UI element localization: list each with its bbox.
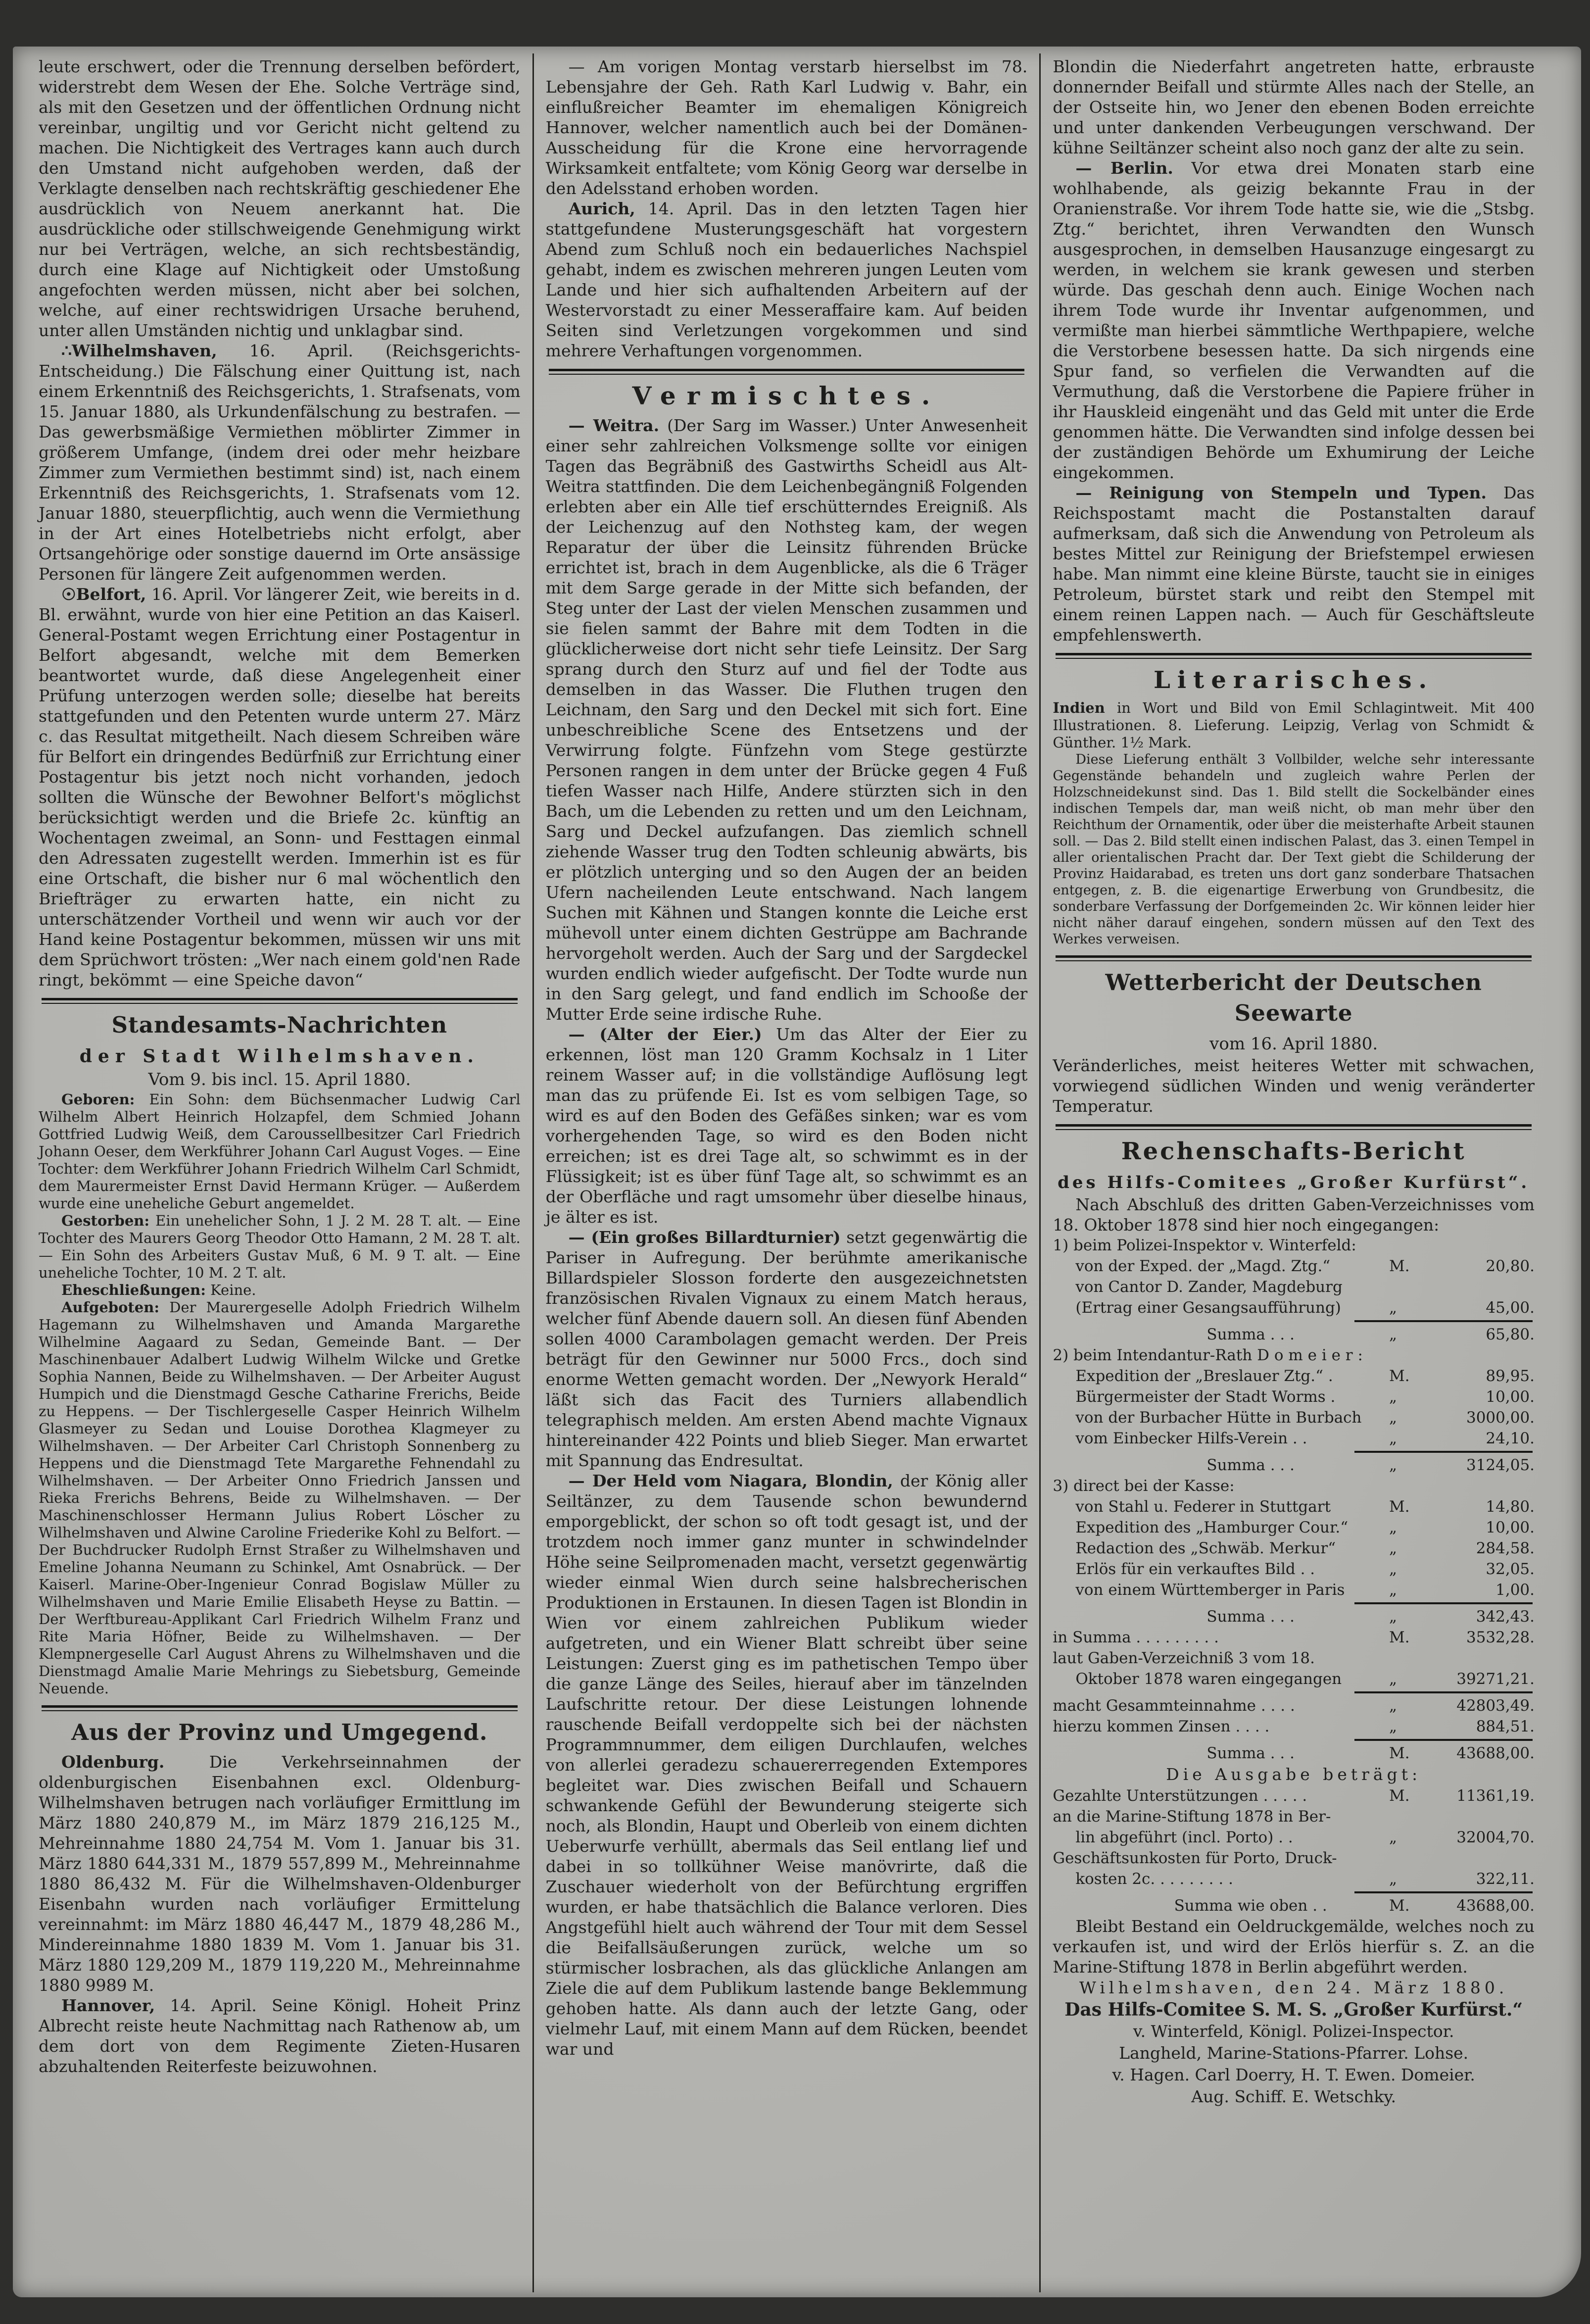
row-currency: „ — [1389, 1670, 1397, 1688]
paragraph-lead: Belfort, — [76, 585, 146, 604]
paragraph-text: der König aller Seiltänzer, zu dem Tausende schon bewundernd emporgeblickt, der schon so oft todt gesagt ist, und der trotzdem noch immer ganz munter in schwindelnder Höhe seine Seilpromenaden macht, versetzt gegenwärtig wieder einmal Wien durch seine halsbrecherischen Produktionen in Erstaunen. In diesen Tagen ist Blondin in Wien vor einem zahlreichen Publikum wieder aufgetreten, und ein Wiener Blatt schreibt über seine Leistungen: Zuerst ging es im pathetischen Tempo über die ganze Länge des Seiles, hierauf aber im tänzelnden Laufschritte retour. Der diese Leistungen lohnende rauschende Beifall verdoppelte sich bei der nächsten Programmnummer, dem eiligen Durchlaufen, welches von allerlei geradezu schauererregenden Extempores begleitet war. Dies zwischen Beifall und Schauern schwankende Gefühl der Bewunderung steigerte sich noch, als Blondin, Haupt und Oberleib von einem dichten Ueberwurfe verhüllt, abermals das Seil entlang lief und dabei in so tollkühner Weise manövrirte, daß die Zuschauer wiederholt von der Befürchtung ergriffen wurden, er habe thatsächlich die Balance verloren. Dies Angstgefühl hielt auch während der Tour mit dem Sessel die Beifallsäußerungen zurück, welche um so stürmischer losbrachen, als das glückliche Anlangen am Ziele die auf dem Publikum lastende bange Beklemmung gehoben hatte. Als dann auch der letzte Gang, oder vielmehr Lauf, mit einem Mann auf dem Rücken, beendet war und — [545, 1471, 1028, 2059]
paragraph-text: setzt gegenwärtig die Pariser in Aufregung. Der berühmte amerikanische Billardspieler Slosson forderte den ausgezeichnetsten französischen Rivalen Vignaux zu einem Match heraus, welcher fünf Abende dauern soll. An diesen fünf Abenden sollen 4000 Carambolagen gemacht werden. Der Preis beträgt für den Gewinner nur 5000 Frcs., doch sind enorme Wetten gemacht worden. Der „Newyork Herald“ läßt sich das Facit des Turniers allabendlich telegraphisch melden. Am ersten Abend machte Vignaux hintereinander 422 Points und blieb Sieger. Man erwartet mit Spannung das Endresultat. — [545, 1228, 1028, 1470]
section-rule — [1056, 653, 1532, 659]
row-currency: „ — [1389, 1519, 1397, 1536]
paragraph — [39, 1212, 521, 1282]
row-amount: 65,80. — [1486, 1326, 1535, 1343]
money-row — [1053, 1606, 1535, 1627]
row-label: von Stahl u. Federer in Stuttgart — [1075, 1498, 1331, 1516]
row-label: an die Marine-Stiftung 1878 in Ber- — [1053, 1808, 1331, 1826]
paragraph — [39, 584, 521, 990]
row-currency: M. — [1389, 1367, 1410, 1385]
row-label: Expedition der „Breslauer Ztg.“ . — [1075, 1367, 1333, 1385]
paragraph — [1053, 483, 1535, 645]
money-row — [1053, 1785, 1535, 1806]
paragraph — [39, 56, 521, 341]
money-row — [1053, 1517, 1535, 1538]
paragraph-text: — Am vorigen Montag verstarb hierselbst im 78. Lebensjahre der Geh. Rath Karl Ludwig v. Bahr, ein einflußreicher Beamter im ehemaligen Königreich Hannover, welcher namentlich auch bei der Domänen-Ausscheidung für die Krone eine hervorragende Wirksamkeit entfaltete; vom König Georg war derselbe in den Adelsstand erhoben worden. — [545, 57, 1028, 198]
row-label: Redaction des „Schwäb. Merkur“ — [1075, 1539, 1336, 1557]
row-label: Bürgermeister der Stadt Worms . — [1075, 1388, 1336, 1406]
money-row — [1053, 1716, 1535, 1737]
paragraph — [39, 1282, 521, 1299]
sum-rule — [1354, 1451, 1533, 1453]
center-line: Langheld, Marine-Stations-Pfarrer. Lohse. — [1119, 2043, 1469, 2063]
row-amount: 10,00. — [1486, 1519, 1535, 1536]
row-amount: 42803,49. — [1456, 1697, 1535, 1715]
row-currency: „ — [1389, 1388, 1397, 1406]
paragraph-lead: — Berlin. — [1075, 158, 1173, 178]
money-row — [1053, 1256, 1535, 1277]
paragraph — [1053, 1194, 1535, 1235]
paragraph-text: 16. April. (Reichsgerichts-Entscheidung.) Die Fälschung einer Quittung ist, nach einem Erkenntniß des Reichsgerichts, 1. Strafsenats, vom 15. Januar 1880, als Urkundenfälschung zu bestrafen. — Das gewerbsmäßige Vermiethen möblirter Zimmer in größerem Umfange, (indem drei oder mehr heizbare Zimmer zum Vermiethen bestimmt sind) ist, nach einem Erkenntniß des Reichsgerichts, 1. Strafsenats vom 12. Januar 1880, steuerpflichtig, auch wenn die Vermiethung in der Art eines Hotelbetriebs nicht erfolgt, aber Ortsangehörige oder sonstige dauernd im Orte ansässige Personen für längere Zeit aufgenommen werden. — [39, 341, 521, 584]
paragraph-text: 14. April. Seine Königl. Hoheit Prinz Albrecht reiste heute Nachmittag nach Rathenow ab, um dem dort von dem Regimente Zieten-Husaren abzuhaltenden Reiterfeste beizuwohnen. — [39, 1996, 521, 2076]
row-label: macht Gesammteinnahme . . . . — [1053, 1697, 1295, 1715]
row-currency: M. — [1389, 1787, 1410, 1805]
paragraph-text: Der Maurergeselle Adolph Friedrich Wilhelm Hagemann zu Wilhelmshaven und Amanda Margarethe Wilhelmine Aagaard zu Sedan, Gemeinde Bant. — Der Maschinenbauer Adalbert Ludwig Wilhelm Wilcke und Gretke Sophia Nannen, Beide zu Wilhelmshaven. — Der Arbeiter August Humpich und die Dienstmagd Gesche Catharine Frerichs, Beide zu Heppens. — Der Tischlergeselle Casper Heinrich Wilhelm Glasmeyer zu Sedan und Louise Dorothea Klagmeyer zu Wilhelmshaven. — Der Arbeiter Carl Christoph Sonnenberg zu Heppens und die Dienstmagd Tete Margarethe Fehnendahl zu Wilhelmshaven. — Der Arbeiter Onno Friedrich Janssen und Rieka Frerichs Behrens, Beide zu Wilhelmshaven. — Der Maschinenschlosser Hermann Julius Robert Löscher zu Wilhelmshaven und Alwine Caroline Friederike Kohl zu Belfort. — Der Buchdrucker Rudolph Ernst Straßer zu Wilhelmshaven und Emeline Johanna Neumann zu Schinkel, Amt Osnabrück. — Der Kaiserl. Marine-Ober-Ingenieur Conrad Bogislaw Müller zu Wilhelmshaven und Marie Emilie Elisabeth Heyse zu Battin. — Der Werftbureau-Applikant Carl Friedrich Wilhelm Franz und Rite Maria Höfner, Beide zu Wilhelmshaven. — Der Klempnergeselle Carl August Ahrens zu Wilhelmshaven und die Dienstmagd Amalie Marie Mehrings zu Siebetsburg, Gemeinde Neuende. — [39, 1299, 521, 1697]
correspondent-mark: ∴ — [61, 341, 72, 360]
paragraph — [1053, 751, 1535, 947]
paragraph-text: Ein Sohn: dem Büchsenmacher Ludwig Carl Wilhelm Albert Heinrich Holzapfel, dem Schmied Johann Gottfried Ludwig Weiß, dem Caroussellbesitzer Carl Friedrich Johann Oeser, dem Werkführer Johann Carl August Voges. — Eine Tochter: dem Werkführer Johann Friedrich Wilhelm Carl Schmidt, dem Maurermeister Ernst David Hermann Krüger. — Außerdem wurde eine uneheliche Geburt angemeldet. — [39, 1091, 521, 1212]
paragraph — [546, 56, 1028, 198]
money-row — [1053, 1297, 1535, 1318]
money-row — [1053, 1345, 1535, 1366]
paragraph — [546, 415, 1028, 1024]
paragraph-text: leute erschwert, oder die Trennung derselben befördert, widerstrebt dem Wesen der Ehe. Solche Verträge sind, als mit den Gesetzen und der öffentlichen Ordnung nicht vereinbar, ungiltig und vor Gericht nicht geltend zu machen. Die Nichtigkeit des Vertrages kann auch durch den Umstand nicht aufgehoben werden, daß der Verklagte denselben nach rechtskräftig geschiedener Ehe ausdrücklich von Neuem anerkannt hat. Die ausdrückliche oder stillschweigende Genehmigung wirkt nur bei Verträgen, welche, an sich rechtsbeständig, durch eine Klage auf Nichtigkeit oder Umstoßung angefochten werden müssen, nicht aber bei solchen, welche, auf einer rechtswidrigen Ursache beruhend, unter allen Umständen nichtig und unklagbar sind. — [39, 57, 521, 340]
paragraph-lead: — Reinigung von Stempeln und Typen. — [1075, 483, 1487, 502]
row-amount: 10,00. — [1486, 1388, 1535, 1406]
paragraph — [1053, 1916, 1535, 1977]
paragraph-text: Blondin die Niederfahrt angetreten hatte, erbrauste donnernder Beifall und stürmte Alles nach der Stelle, an der Ostseite hin, wo Jener den ebenen Boden erreichte und unter dankenden Verbeugungen verschwand. Der kühne Seiltänzer scheint also noch ganz der alte zu sein. — [1053, 57, 1535, 157]
row-label: Geschäftsunkosten für Porto, Druck- — [1053, 1849, 1337, 1867]
money-row — [1053, 1366, 1535, 1386]
row-currency: „ — [1389, 1409, 1397, 1427]
row-currency: „ — [1389, 1870, 1397, 1888]
paragraph-text: 14. April. Das in den letzten Tagen hier stattgefundene Musterungsgeschäft hat vorgestern Abend zum Schluß noch ein bedauerliches Nachspiel gehabt, indem es zwischen mehreren jungen Leuten vom Lande und hier sich aufhaltenden Arbeitern auf der Westervorstadt zu einer Messeraffaire kam. Auf beiden Seiten sind Verletzungen vorgekommen und sind mehrere Verhaftungen vorgenommen. — [545, 199, 1028, 360]
paragraph — [39, 1995, 521, 2077]
row-currency: „ — [1389, 1560, 1397, 1578]
paragraph-lead: Gestorben: — [61, 1212, 150, 1229]
paragraph — [546, 1024, 1028, 1227]
paragraph — [1053, 1055, 1535, 1116]
paragraph-lead: Aurich, — [568, 199, 635, 218]
row-label: 1) beim Polizei-Inspektor v. Winterfeld: — [1053, 1236, 1356, 1254]
row-label: Summa wie oben . . — [1174, 1897, 1327, 1915]
row-currency: „ — [1389, 1718, 1397, 1735]
row-amount: 284,58. — [1476, 1539, 1535, 1557]
money-row — [1053, 1386, 1535, 1407]
row-label: Expedition des „Hamburger Cour.“ — [1075, 1519, 1349, 1536]
row-currency: „ — [1389, 1829, 1397, 1846]
section-rule — [42, 998, 518, 1004]
section-rule — [549, 369, 1025, 375]
row-amount: 32,05. — [1486, 1560, 1535, 1578]
row-amount: 39271,21. — [1456, 1670, 1535, 1688]
paragraph-lead: Wilhelmshaven, — [72, 341, 217, 360]
paragraph-lead: Aufgeboten: — [61, 1299, 160, 1316]
money-row — [1053, 1827, 1535, 1848]
paragraph-text: Ein unehelicher Sohn, 1 J. 2 M. 28 T. alt. — Eine Tochter des Maurers Georg Theodor Otto Hamann, 2 M. 28 T. alt. — Ein Sohn des Arbeiters Gustav Muß, 6 M. 9 T. alt. — Eine uneheliche Tochter, 10 M. 2 T. alt. — [39, 1212, 521, 1281]
row-amount: 322,11. — [1476, 1870, 1535, 1888]
row-label: lin abgeführt (incl. Porto) . . — [1075, 1829, 1293, 1846]
money-row — [1053, 1428, 1535, 1449]
money-row — [1053, 1538, 1535, 1559]
row-amount: 43688,00. — [1456, 1897, 1535, 1915]
paragraph-text: Um das Alter der Eier zu erkennen, löst man 120 Gramm Kochsalz in 1 Liter reinem Wasser auf; in die vollständige Auflösung legt man das zu prüfende Ei. Ist es vom selbigen Tage, so wird es auf den Boden des Gefäßes sinken; war es vom vorhergehenden Tage, so wird es den Boden nicht erreichen; ist es drei Tage alt, so schwimmt es in der Flüssigkeit; ist es über fünf Tage alt, so schwimmt es an der Oberfläche und ragt umsomehr über dieselbe hinaus, je älter es ist. — [545, 1025, 1028, 1227]
row-amount: 342,43. — [1476, 1608, 1535, 1626]
section-heading: Wetterbericht der Deutschen Seewarte — [1105, 969, 1482, 1026]
paragraph-text: Keine. — [205, 1282, 256, 1298]
paragraph-text: Diese Lieferung enthält 3 Vollbilder, welche sehr interessante Gegenstände behandeln und zugleich wahre Perlen der Holzschneidekunst sind. Das 1. Bild stellt die Sockelbänder eines indischen Tempels dar, man weiß nicht, ob man mehr über den Reichthum der Ornamentik, oder über die meisterhafte Arbeit staunen soll. — Das 2. Bild stellt einen indischen Palast, das 3. einen Tempel in aller orientalischen Pracht dar. Der Text giebt die Schilderung der Provinz Haidarabad, es treten uns dort ganz sonderbare Thatsachen entgegen, z. B. die eigenartige Erwerbung von Grundbesitz, die sonderbare Verfassung der Dorfgemeinden 2c. Wir können leider hier nicht näher darauf eingehen, sondern müssen auf den Text des Werkes verweisen. — [1053, 752, 1535, 947]
paragraph-lead: Eheschließungen: — [61, 1282, 206, 1298]
sum-rule — [1354, 1891, 1533, 1893]
row-currency: M. — [1389, 1897, 1410, 1915]
row-label: vom Einbecker Hilfs-Verein . . — [1075, 1430, 1307, 1447]
row-amount: 45,00. — [1486, 1299, 1535, 1317]
money-row — [1053, 1695, 1535, 1716]
paragraph — [39, 341, 521, 584]
row-amount: 3532,28. — [1466, 1629, 1535, 1646]
money-row — [1053, 1895, 1535, 1916]
section-subheading: des Hilfs-Comitees „Großer Kurfürst“. — [1058, 1173, 1530, 1192]
paragraph — [39, 1752, 521, 1995]
row-currency: „ — [1389, 1539, 1397, 1557]
section-heading: Literarisches. — [1154, 666, 1434, 694]
center-line: Wilhelmshaven, den 24. März 1880. — [1079, 1978, 1508, 1997]
row-label: Summa . . . — [1206, 1456, 1295, 1474]
center-line: Die Ausgabe beträgt: — [1166, 1765, 1422, 1784]
row-currency: „ — [1389, 1697, 1397, 1715]
paper-sheet — [13, 47, 1581, 2297]
money-row — [1053, 1869, 1535, 1889]
row-amount: 20,80. — [1486, 1257, 1535, 1275]
row-currency: M. — [1389, 1257, 1410, 1275]
paragraph-text: 16. April. Vor längerer Zeit, wie bereits in d. Bl. erwähnt, wurde von hier eine Petition an das Kaiserl. General-Postamt wegen Errichtung einer Postagentur in Belfort abgesandt, welche mit dem Bemerken beantwortet wurde, daß diese Angelegenheit einer Prüfung unterzogen werden solle; dieselbe hat bereits stattgefunden und den Petenten wurde unterm 27. März c. das Resultat mitgetheilt. Nach diesem Schreiben wäre für Belfort ein dringendes Bedürfniß zur Errichtung einer Postagentur bis jetzt noch nicht vorhanden, jedoch sollten die Wünsche der Bewohner Belfort's möglichst berücksichtigt werden und die Briefe 2c. künftig an Wochentagen zweimal, an Sonn- und Festtagen einmal den Adressaten zugestellt werden. Immerhin ist es für eine Ortschaft, die bisher nur 6 mal wöchentlich den Briefträger zu erwarten hatte, ein nicht zu unterschätzender Vortheil und wenn wir auch vor der Hand keine Postagentur bekommen, müssen wir uns mit dem Sprüchwort trösten: „Wer nach einem gold'nen Rade ringt, bekömmt — eine Speiche davon“ — [39, 585, 521, 989]
money-row — [1053, 1496, 1535, 1517]
row-label: von der Burbacher Hütte in Burbach — [1075, 1409, 1362, 1427]
section-rule — [1056, 1124, 1532, 1130]
money-row — [1053, 1669, 1535, 1689]
row-amount: 884,51. — [1476, 1718, 1535, 1735]
paragraph-text: Nach Abschluß des dritten Gaben-Verzeichnisses vom 18. Oktober 1878 sind hier noch eingegangen: — [1053, 1195, 1535, 1235]
paragraph-lead: Geboren: — [61, 1091, 135, 1108]
paragraph-text: Das Reichspostamt macht die Postanstalten darauf aufmerksam, daß sich die Anwendung von Petroleum als bestes Mittel zur Reinigung der Briefstempel erwiesen habe. Man nimmt eine kleine Bürste, taucht sie in einiges Petroleum, bürstet stark und reibt den Stempel mit einem reinen Lappen nach. — Auch für Geschäftsleute empfehlenswerth. — [1053, 483, 1535, 644]
paragraph — [1053, 699, 1535, 751]
section-heading: Rechenschafts-Bericht — [1121, 1137, 1466, 1165]
column-left — [27, 53, 532, 2292]
row-currency: „ — [1389, 1326, 1397, 1343]
paragraph — [546, 1227, 1028, 1471]
row-currency: „ — [1389, 1430, 1397, 1447]
money-row — [1053, 1407, 1535, 1428]
page-content — [27, 53, 1546, 2292]
section-heading: Aus der Provinz und Umgegend. — [71, 1719, 488, 1745]
center-line: v. Winterfeld, Königl. Polizei-Inspector. — [1133, 2022, 1454, 2041]
row-currency: M. — [1389, 1629, 1410, 1646]
row-label: von einem Württemberger in Paris — [1075, 1581, 1345, 1599]
row-label: (Ertrag einer Gesangsaufführung) — [1075, 1299, 1341, 1317]
money-row — [1053, 1743, 1535, 1764]
paragraph-lead: Indien — [1053, 699, 1105, 716]
money-row — [1053, 1580, 1535, 1600]
paragraph — [39, 1091, 521, 1212]
paragraph — [1053, 56, 1535, 158]
center-line: Das Hilfs-Comitee S. M. S. „Großer Kurfürst.“ — [1064, 1999, 1523, 2020]
center-line: v. Hagen. Carl Doerry, H. T. Ewen. Domeier. — [1112, 2065, 1475, 2084]
row-label: in Summa . . . . . . . . . — [1053, 1629, 1219, 1646]
row-label: 3) direct bei der Kasse: — [1053, 1477, 1235, 1495]
row-label: von der Exped. der „Magd. Ztg.“ — [1075, 1257, 1331, 1275]
money-row — [1053, 1476, 1535, 1496]
section-subheading: der Stadt Wilhelmshaven. — [79, 1046, 480, 1067]
paragraph-lead: — Weitra. — [568, 416, 660, 435]
paragraph-text: Veränderliches, meist heiteres Wetter mit schwachen, vorwiegend südlichen Winden und wenig veränderter Temperatur. — [1053, 1056, 1535, 1116]
section-rule — [1056, 955, 1532, 961]
center-line: Aug. Schiff. E. Wetschky. — [1191, 2087, 1397, 2106]
money-row — [1053, 1806, 1535, 1827]
row-amount: 3124,05. — [1466, 1456, 1535, 1474]
paragraph-text: Die Verkehrseinnahmen der oldenburgischen Eisenbahnen excl. Oldenburg-Wilhelmshaven betrugen nach vorläufiger Ermittlung im März 1880 240,879 M., im März 1879 216,125 M., Mehreinnahme 1880 24,754 M. Vom 1. Januar bis 31. März 1880 644,331 M., 1879 557,899 M., Mehreinnahme 1880 86,432 M. Für die Wilhelmshaven-Oldenburger Eisenbahn wurden nach vorläufiger Ermittelung vereinnahmt: im März 1880 46,447 M., 1879 48,286 M., Mindereinnahme 1880 1839 M. Vom 1. Januar bis 31. März 1880 129,209 M., 1879 119,220 M., Mehreinnahme 1880 9989 M. — [39, 1752, 521, 1995]
section-dateline: vom 16. April 1880. — [1209, 1034, 1378, 1054]
row-label: von Cantor D. Zander, Magdeburg — [1075, 1278, 1343, 1296]
money-row — [1053, 1559, 1535, 1580]
money-row — [1053, 1848, 1535, 1869]
row-currency: M. — [1389, 1498, 1410, 1516]
paragraph — [546, 1471, 1028, 2059]
paragraph-lead: — (Alter der Eier.) — [568, 1025, 762, 1044]
row-currency: M. — [1389, 1744, 1410, 1762]
paragraph-lead: Oldenburg. — [61, 1752, 165, 1772]
row-label: 2) beim Intendantur-Rath D o m e i e r : — [1053, 1346, 1363, 1364]
sum-rule — [1354, 1739, 1533, 1741]
section-dateline: Vom 9. bis incl. 15. April 1880. — [148, 1070, 411, 1089]
paragraph-text: (Der Sarg im Wasser.) Unter Anwesenheit einer sehr zahlreichen Volksmenge sollte vor einigen Tagen das Begräbniß des Gastwirths Scheidl aus Alt-Weitra stattfinden. Die dem Leichenbegängniß Folgenden erlebten aber ein Alle tief erschütterndes Ereigniß. Als der Leichenzug auf den Nothsteg kam, der wegen Reparatur der über die Leinsitz führenden Brücke errichtet ist, brach in dem Augenblicke, als die 6 Träger mit dem Sarge gerade in der Mitte sich befanden, der Steg unter der Last der vielen Menschen zusammen und sie fielen sammt der Bahre mit dem Todten in die glücklicherweise dort nicht sehr tiefe Leinsitz. Der Sarg sprang durch den Sturz auf und fiel der Todte aus demselben in das Wasser. Die Fluthen trugen den Leichnam, den Sarg und den Deckel mit sich fort. Eine unbeschreibliche Scene des Entsetzens und der Verwirrung folgte. Fünfzehn vom Stege gestürzte Personen rangen in dem unter der Brücke gegen 4 Fuß tiefen Wasser nach Hilfe, Andere stürzten sich in den Bach, um die Lebenden zu retten und um den Leichnam, Sarg und Deckel aufzufangen. Das ziemlich schnell ziehende Wasser trug den Todten schleunig abwärts, bis er plötzlich unterging und so den Augen der an beiden Ufern nacheilenden Leute entschwand. Nach langem Suchen mit Kähnen und Stangen konnte die Leiche erst mühevoll unter einem dichten Gestrüppe am Bachrande hervorgeholt werden. Auch der Sarg und der Sargdeckel wurden endlich wieder aufgefischt. Der Todte wurde nun in den Sarg gelegt, und fand endlich im Schooße der Mutter Erde seine irdische Ruhe. — [545, 416, 1028, 1024]
row-amount: 1,00. — [1495, 1581, 1535, 1599]
column-middle — [532, 53, 1040, 2292]
correspondent-mark: ☉ — [61, 585, 76, 604]
row-amount: 11361,19. — [1456, 1787, 1535, 1805]
row-amount: 32004,70. — [1456, 1829, 1535, 1846]
section-heading: Standesamts-Nachrichten — [111, 1012, 448, 1038]
paragraph-text: Bleibt Bestand ein Oeldruckgemälde, welches noch zu verkaufen ist, und wird der Erlös hierfür s. Z. an die Marine-Stiftung 1878 in Berlin abgeführt werden. — [1053, 1917, 1535, 1977]
row-label: Oktober 1878 waren eingegangen — [1075, 1670, 1342, 1688]
sum-rule — [1354, 1691, 1533, 1693]
money-row — [1053, 1627, 1535, 1648]
money-row — [1053, 1235, 1535, 1256]
row-amount: 43688,00. — [1456, 1744, 1535, 1762]
row-currency: „ — [1389, 1299, 1397, 1317]
paragraph — [546, 198, 1028, 361]
row-label: Erlös für ein verkauftes Bild . . — [1075, 1560, 1315, 1578]
section-rule — [42, 1705, 518, 1711]
row-currency: „ — [1389, 1608, 1397, 1626]
row-label: hierzu kommen Zinsen . . . . — [1053, 1718, 1270, 1735]
paragraph-text: in Wort und Bild von Emil Schlagintweit. Mit 400 Illustrationen. 8. Lieferung. Leipzig, Verlag von Schmidt & Günther. 1½ Mark. — [1053, 699, 1535, 751]
row-label: Summa . . . — [1206, 1608, 1295, 1626]
paragraph — [39, 1299, 521, 1697]
paragraph-lead: Hannover, — [61, 1996, 155, 2015]
section-heading: Vermischtes. — [632, 381, 941, 410]
paragraph-lead: — (Ein großes Billardturnier) — [568, 1228, 841, 1247]
money-row — [1053, 1324, 1535, 1345]
row-label: Summa . . . — [1206, 1744, 1295, 1762]
row-label: Summa . . . — [1206, 1326, 1295, 1343]
row-label: laut Gaben-Verzeichniß 3 vom 18. — [1053, 1649, 1315, 1667]
money-row — [1053, 1648, 1535, 1669]
row-amount: 3000,00. — [1466, 1409, 1535, 1427]
money-row — [1053, 1277, 1535, 1297]
row-amount: 24,10. — [1486, 1430, 1535, 1447]
paragraph-text: Vor etwa drei Monaten starb eine wohlhabende, als geizig bekannte Frau in der Oranienstraße. Vor ihrem Tode hatte sie, wie die „Stsbg. Ztg.“ berichtet, ihren Verwandten den Wunsch ausgesprochen, in demselben Hausanzuge eingesargt zu werden, in welchem sie krank gewesen und sterben würde. Das geschah denn auch. Einige Wochen nach ihrem Tode wurde ihr Inventar aufgenommen, und vermißte man hierbei sämmtliche Werthpapiere, welche die Verstorbene besessen hatte. Da sich nirgends eine Spur fand, so verfielen die Verwandten auf die Vermuthung, daß die Verstorbene die Papiere früher in ihr Hauskleid eingenäht und das Geld mit unter die Erde genommen hätte. Die Verwandten sind infolge dessen bei der zuständigen Behörde um Exhumirung der Leiche eingekommen. — [1053, 158, 1535, 482]
row-amount: 14,80. — [1486, 1498, 1535, 1516]
paragraph-lead: — Der Held vom Niagara, Blondin, — [568, 1471, 893, 1490]
row-currency: „ — [1389, 1456, 1397, 1474]
sum-rule — [1354, 1320, 1533, 1322]
row-currency: „ — [1389, 1581, 1397, 1599]
row-amount: 89,95. — [1486, 1367, 1535, 1385]
paragraph — [1053, 158, 1535, 483]
row-label: Gezahlte Unterstützungen . . . . . — [1053, 1787, 1307, 1805]
column-right — [1039, 53, 1546, 2292]
sum-rule — [1354, 1602, 1533, 1604]
money-row — [1053, 1455, 1535, 1476]
row-label: kosten 2c. . . . . . . . . — [1075, 1870, 1233, 1888]
